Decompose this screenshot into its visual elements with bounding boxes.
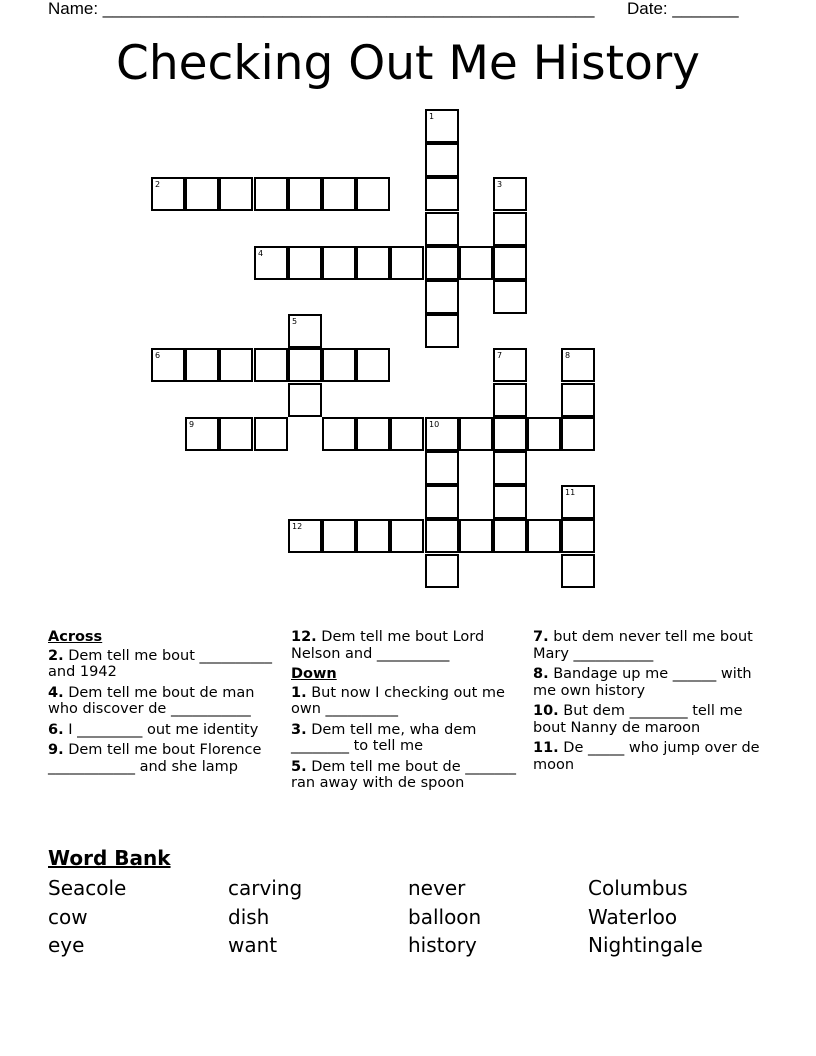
word-bank-item: balloon xyxy=(408,904,482,929)
clue-across-12 xyxy=(291,629,521,662)
clue-number-label: 3 xyxy=(497,180,503,189)
down-heading: Down xyxy=(291,666,337,682)
crossword-cell[interactable] xyxy=(322,177,356,211)
word-bank-item: never xyxy=(408,876,466,900)
clue-down-3 xyxy=(291,722,521,755)
crossword-cell[interactable] xyxy=(425,212,459,246)
clue-down-10 xyxy=(533,703,763,736)
crossword-cell[interactable] xyxy=(322,417,356,451)
clue-number-label: 4 xyxy=(258,249,264,258)
word-bank-item: history xyxy=(408,933,477,957)
crossword-cell[interactable] xyxy=(185,177,219,211)
crossword-cell[interactable] xyxy=(219,177,253,211)
crossword-cell[interactable] xyxy=(493,417,527,451)
clue-number: 10. xyxy=(533,703,559,719)
clue-text: But dem ________ tell me bout Nanny de maroon xyxy=(533,703,743,736)
crossword-cell[interactable] xyxy=(425,246,459,280)
crossword-cell[interactable] xyxy=(425,177,459,211)
crossword-cell[interactable] xyxy=(425,451,459,485)
clue-text: I _________ out me identity xyxy=(68,721,259,738)
crossword-cell[interactable] xyxy=(356,417,390,451)
clue-column-1 xyxy=(48,629,278,779)
crossword-cell[interactable] xyxy=(288,348,322,382)
crossword-cell[interactable] xyxy=(185,348,219,382)
clue-text: Dem tell me, wha dem ________ to tell me xyxy=(291,721,477,754)
clue-across-9 xyxy=(48,742,278,775)
word-bank-item: carving xyxy=(228,876,303,900)
crossword-cell[interactable] xyxy=(459,246,493,280)
crossword-cell[interactable] xyxy=(151,348,185,382)
crossword-cell[interactable] xyxy=(459,417,493,451)
clue-number-label: 6 xyxy=(155,351,161,360)
crossword-cell[interactable] xyxy=(493,280,527,314)
crossword-cell[interactable] xyxy=(493,485,527,519)
clue-down-7 xyxy=(533,629,763,662)
clue-number: 5. xyxy=(291,758,307,775)
page-title: Checking Out Me History xyxy=(116,36,700,91)
clue-down-5 xyxy=(291,759,521,792)
clue-number: 9. xyxy=(48,742,64,758)
clue-text: Bandage up me ______ with me own history xyxy=(533,666,752,699)
word-bank-item: Waterloo xyxy=(588,904,678,929)
clue-number: 6. xyxy=(48,721,64,738)
word-bank-item: dish xyxy=(228,904,270,929)
clue-number-label: 8 xyxy=(565,351,571,360)
word-bank-item: Nightingale xyxy=(588,933,703,957)
crossword-cell[interactable] xyxy=(356,519,390,553)
crossword-cell[interactable] xyxy=(425,417,459,451)
crossword-cell[interactable] xyxy=(425,314,459,348)
crossword-cell[interactable] xyxy=(219,417,253,451)
crossword-cell[interactable] xyxy=(254,348,288,382)
crossword-cell[interactable] xyxy=(493,177,527,211)
clue-across-2 xyxy=(48,648,278,681)
crossword-cell[interactable] xyxy=(425,143,459,177)
crossword-cell[interactable] xyxy=(561,383,595,417)
clue-text: But now I checking out me own __________ xyxy=(291,684,505,717)
clue-text: but dem never tell me bout Mary ___________ xyxy=(533,629,753,662)
clue-down-8 xyxy=(533,666,763,699)
clue-column-2 xyxy=(291,629,521,796)
crossword-cell[interactable] xyxy=(322,519,356,553)
name-field-label[interactable]: Name: ____________________________________________________ xyxy=(48,0,595,18)
clue-column-3 xyxy=(533,629,763,777)
word-bank-item: want xyxy=(228,933,278,957)
clue-text: Dem tell me bout Lord Nelson and __________ xyxy=(291,629,485,662)
crossword-cell[interactable] xyxy=(561,519,595,553)
crossword-cell[interactable] xyxy=(288,314,322,348)
crossword-cell[interactable] xyxy=(322,246,356,280)
clue-number: 12. xyxy=(291,629,317,645)
crossword-cell[interactable] xyxy=(493,519,527,553)
clue-down-11 xyxy=(533,740,763,773)
crossword-cell[interactable] xyxy=(390,519,424,553)
clue-number: 1. xyxy=(291,684,307,701)
crossword-cell[interactable] xyxy=(425,519,459,553)
crossword-cell[interactable] xyxy=(390,417,424,451)
crossword-cell[interactable] xyxy=(561,417,595,451)
clue-number: 8. xyxy=(533,666,549,682)
word-bank-item: cow xyxy=(48,904,88,929)
clue-number-label: 9 xyxy=(189,420,195,429)
clue-across-6 xyxy=(48,722,278,739)
crossword-cell[interactable] xyxy=(254,417,288,451)
clue-number: 11. xyxy=(533,740,559,756)
clue-number-label: 1 xyxy=(429,112,435,121)
crossword-cell[interactable] xyxy=(219,348,253,382)
crossword-cell[interactable] xyxy=(288,519,322,553)
clue-number: 2. xyxy=(48,647,64,664)
crossword-cell[interactable] xyxy=(322,348,356,382)
word-bank-item: eye xyxy=(48,933,85,957)
clue-number-label: 11 xyxy=(565,488,576,497)
crossword-cell[interactable] xyxy=(493,383,527,417)
clue-number-label: 10 xyxy=(429,420,440,429)
crossword-cell[interactable] xyxy=(288,383,322,417)
crossword-cell[interactable] xyxy=(527,417,561,451)
word-bank-item: Seacole xyxy=(48,876,127,900)
crossword-cell[interactable] xyxy=(493,348,527,382)
crossword-cell[interactable] xyxy=(493,246,527,280)
crossword-cell[interactable] xyxy=(425,109,459,143)
crossword-cell[interactable] xyxy=(151,177,185,211)
crossword-cell[interactable] xyxy=(390,246,424,280)
across-heading: Across xyxy=(48,629,103,645)
clue-text: Dem tell me bout de man who discover de ___________ xyxy=(48,684,255,717)
word-bank-item: Columbus xyxy=(588,876,688,900)
crossword-cell[interactable] xyxy=(561,348,595,382)
crossword-cell[interactable] xyxy=(254,177,288,211)
crossword-cell[interactable] xyxy=(561,485,595,519)
word-bank-title: Word Bank xyxy=(48,846,171,870)
clue-number-label: 7 xyxy=(497,351,503,360)
crossword-cell[interactable] xyxy=(459,519,493,553)
clue-text: Dem tell me bout Florence ____________ and she lamp xyxy=(48,742,262,775)
clue-text: De _____ who jump over de moon xyxy=(533,740,760,773)
crossword-cell[interactable] xyxy=(527,519,561,553)
clue-text: Dem tell me bout __________ and 1942 xyxy=(48,647,273,680)
clue-number: 7. xyxy=(533,629,549,645)
crossword-cell[interactable] xyxy=(493,212,527,246)
crossword-cell[interactable] xyxy=(425,485,459,519)
crossword-cell[interactable] xyxy=(425,554,459,588)
date-field-label[interactable]: Date: _______ xyxy=(627,0,739,18)
clue-number-label: 12 xyxy=(292,522,303,531)
crossword-cell[interactable] xyxy=(561,554,595,588)
crossword-cell[interactable] xyxy=(288,246,322,280)
crossword-cell[interactable] xyxy=(356,177,390,211)
clue-number-label: 2 xyxy=(155,180,161,189)
crossword-cell[interactable] xyxy=(288,177,322,211)
clue-across-4 xyxy=(48,685,278,718)
crossword-cell[interactable] xyxy=(254,246,288,280)
crossword-cell[interactable] xyxy=(185,417,219,451)
crossword-cell[interactable] xyxy=(356,246,390,280)
crossword-cell[interactable] xyxy=(356,348,390,382)
clue-text: Dem tell me bout de _______ ran away with de spoon xyxy=(291,758,517,791)
clue-number-label: 5 xyxy=(292,317,298,326)
clue-down-1 xyxy=(291,685,521,718)
clue-number: 4. xyxy=(48,684,64,701)
crossword-cell[interactable] xyxy=(425,280,459,314)
crossword-cell[interactable] xyxy=(493,451,527,485)
clue-number: 3. xyxy=(291,721,307,738)
